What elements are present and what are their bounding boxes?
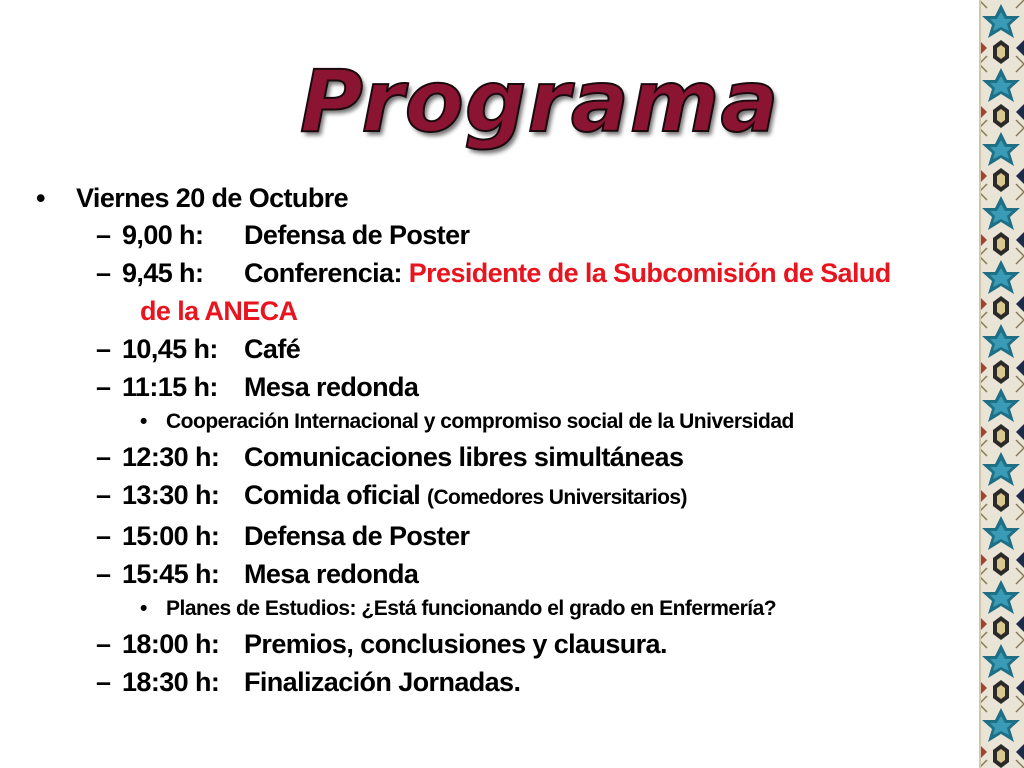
schedule-list — [96, 216, 966, 701]
schedule-time: 18:00 h: — [122, 629, 220, 659]
schedule-time: 15:00 h: — [122, 521, 220, 551]
schedule-row — [96, 625, 966, 663]
schedule-time: 15:45 h: — [122, 559, 220, 589]
schedule-text: Mesa redonda — [244, 372, 419, 402]
schedule-time: 9,45 h: — [122, 258, 204, 288]
schedule-time: 10,45 h: — [122, 334, 218, 364]
bullet-icon: • — [36, 183, 45, 213]
islamic-tile-pattern-icon — [979, 0, 1024, 768]
subitem-text: Cooperación Internacional y compromiso social de la Universidad — [166, 410, 794, 433]
schedule-row — [96, 330, 966, 368]
schedule-text: Mesa redonda — [244, 559, 419, 589]
subitem-text: Planes de Estudios: ¿Está funcionando el grado en Enfermería? — [166, 597, 777, 620]
schedule-row — [96, 476, 966, 517]
schedule-subitem — [96, 406, 966, 438]
dash-icon: – — [96, 442, 111, 472]
schedule-time: 9,00 h: — [122, 220, 204, 250]
dash-icon: – — [96, 220, 111, 250]
dash-icon: – — [96, 372, 111, 402]
speaker-highlight: Presidente de la Subcomisión de Salud — [408, 258, 891, 288]
schedule-text: Comunicaciones libres simultáneas — [244, 442, 684, 472]
dash-icon: – — [96, 629, 111, 659]
sub-bullet-icon: • — [140, 410, 147, 433]
schedule-time: 18:30 h: — [122, 667, 220, 697]
schedule-text: Finalización Jornadas. — [244, 667, 521, 697]
schedule-note: (Comedores Universitarios) — [427, 486, 687, 509]
schedule-text: Defensa de Poster — [244, 220, 470, 250]
day-heading — [36, 178, 348, 218]
page-title: Programa — [300, 52, 780, 152]
schedule-time: 13:30 h: — [122, 480, 220, 510]
schedule-text: Defensa de Poster — [244, 521, 470, 551]
dash-icon: – — [96, 334, 111, 364]
dash-icon: – — [96, 258, 111, 288]
dash-icon: – — [96, 480, 111, 510]
day-label: Viernes 20 de Octubre — [76, 183, 349, 213]
schedule-row — [96, 216, 966, 254]
dash-icon: – — [96, 559, 111, 589]
schedule-time: 12:30 h: — [122, 442, 220, 472]
schedule-row — [96, 555, 966, 593]
schedule-row — [96, 663, 966, 701]
schedule-text: Café — [244, 334, 301, 364]
schedule-row — [96, 438, 966, 476]
schedule-text: Comida oficial — [244, 480, 428, 510]
schedule-row — [96, 368, 966, 406]
schedule-row-continuation — [96, 292, 966, 330]
dash-icon: – — [96, 521, 111, 551]
schedule-time: 11:15 h: — [122, 372, 218, 402]
schedule-text: Conferencia: — [244, 258, 409, 288]
schedule-subitem — [96, 593, 966, 625]
schedule-row — [96, 517, 966, 555]
dash-icon: – — [96, 667, 111, 697]
speaker-highlight-continuation: de la ANECA — [140, 296, 298, 326]
sub-bullet-icon: • — [140, 597, 147, 620]
schedule-row — [96, 254, 966, 292]
schedule-text: Premios, conclusiones y clausura. — [244, 629, 667, 659]
